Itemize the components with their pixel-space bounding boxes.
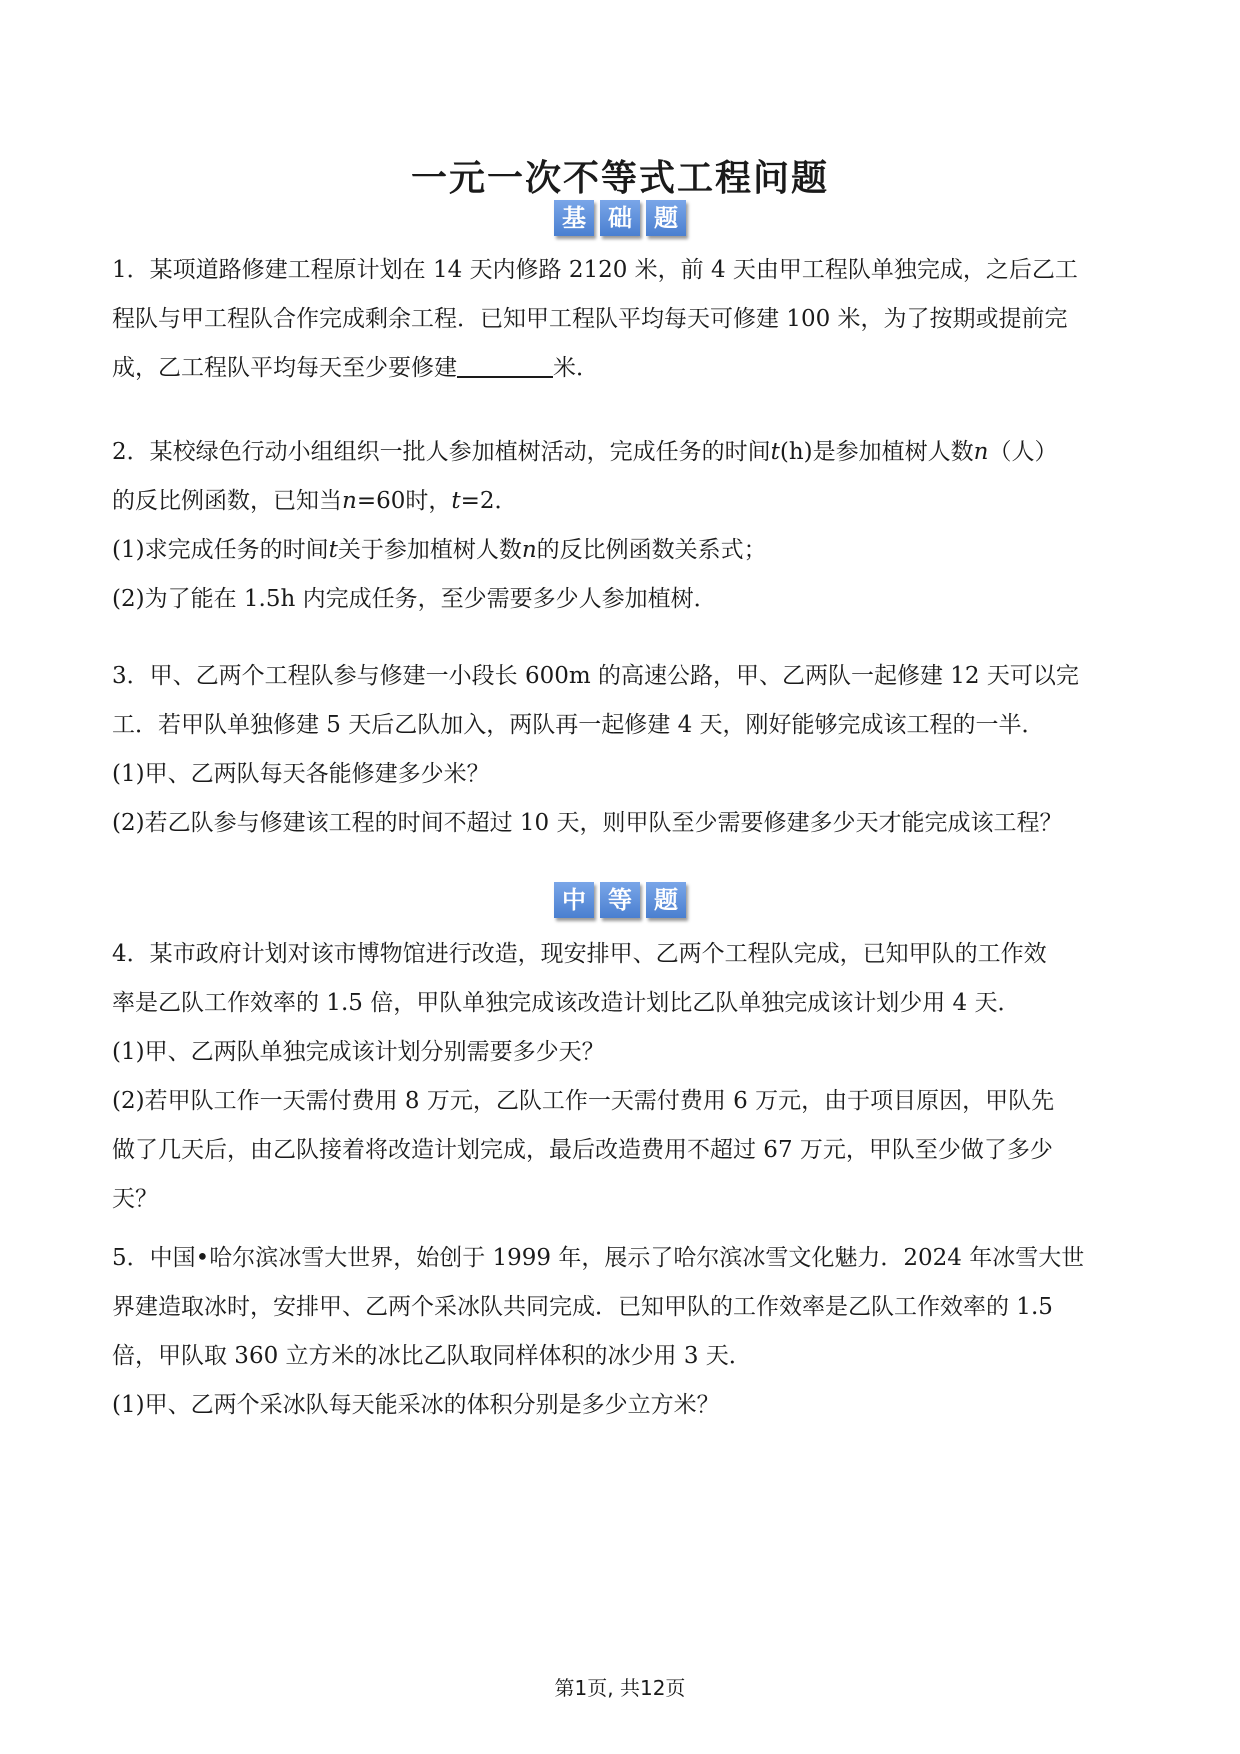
question-line: (2)若甲队工作一天需付费用 8 万元，乙队工作一天需付费用 6 万元，由于项目原因，甲队先 bbox=[112, 1088, 1055, 1114]
page-number: 第1页, 共12页 bbox=[554, 1676, 686, 1700]
question-line: 天？ bbox=[112, 1186, 158, 1212]
question-line: (2)为了能在 1.5h 内完成任务，至少需要多少人参加植树． bbox=[112, 586, 717, 612]
question-line: 5．中国•哈尔滨冰雪大世界，始创于 1999 年，展示了哈尔滨冰雪文化魅力．2024 年冰雪大世 bbox=[112, 1245, 1085, 1271]
badge-char: 础 bbox=[600, 200, 640, 236]
question-line: (2)若乙队参与修建该工程的时间不超过 10 天，则甲队至少需要修建多少天才能完成该工程？ bbox=[112, 810, 1063, 836]
question-line: 倍，甲队取 360 立方米的冰比乙队取同样体积的冰少用 3 天． bbox=[112, 1343, 752, 1369]
question-line bbox=[112, 526, 1132, 575]
question-line bbox=[112, 477, 1132, 526]
math-var: t bbox=[451, 488, 461, 514]
text-span: 的反比例函数关系式； bbox=[536, 537, 767, 563]
badge-char: 题 bbox=[646, 200, 686, 236]
math-expr: =2 bbox=[460, 488, 495, 514]
question-line: 程队与甲工程队合作完成剩余工程．已知甲工程队平均每天可修建 100 米，为了按期或提前完 bbox=[112, 306, 1068, 332]
badge-char: 等 bbox=[600, 882, 640, 918]
question-line bbox=[112, 344, 1132, 393]
math-var: t bbox=[770, 439, 780, 465]
text-span: (h) bbox=[779, 439, 813, 465]
text-span: 是参加植树人数 bbox=[812, 439, 974, 465]
math-var: n bbox=[973, 439, 989, 465]
question-line: (1)甲、乙两队单独完成该计划分别需要多少天？ bbox=[112, 1039, 605, 1065]
question-line: 3．甲、乙两个工程队参与修建一小段长 600m 的高速公路，甲、乙两队一起修建 12 天可以完 bbox=[112, 663, 1079, 689]
question-line: (1)甲、乙两队每天各能修建多少米？ bbox=[112, 761, 490, 787]
badge-char: 中 bbox=[554, 882, 594, 918]
question-5 bbox=[112, 1234, 1132, 1430]
question-line: (1)甲、乙两个采冰队每天能采冰的体积分别是多少立方米？ bbox=[112, 1392, 720, 1418]
math-var: n bbox=[521, 537, 537, 563]
badge-char: 基 bbox=[554, 200, 594, 236]
question-2 bbox=[112, 428, 1132, 624]
text-span: ． bbox=[494, 488, 518, 514]
question-line: 4．某市政府计划对该市博物馆进行改造，现安排甲、乙两个工程队完成，已知甲队的工作效 bbox=[112, 941, 1047, 967]
question-line: 工．若甲队单独修建 5 天后乙队加入，两队再一起修建 4 天，刚好能够完成该工程的一半． bbox=[112, 712, 1045, 738]
text-span: (1)求完成任务的时间 bbox=[112, 537, 329, 563]
question-line: 做了几天后，由乙队接着将改造计划完成，最后改造费用不超过 67 万元，甲队至少做了多少 bbox=[112, 1137, 1053, 1163]
question-1 bbox=[112, 246, 1132, 393]
math-var: n bbox=[342, 488, 357, 514]
math-expr: =60 bbox=[356, 488, 406, 514]
badge-char: 题 bbox=[646, 882, 686, 918]
text-span: 米． bbox=[553, 355, 599, 381]
text-span: 关于参加植树人数 bbox=[337, 537, 522, 563]
question-3 bbox=[112, 652, 1132, 848]
section-badge-basic bbox=[0, 200, 1240, 236]
text-span: 成，乙工程队平均每天至少要修建 bbox=[112, 355, 457, 381]
text-span: （人） bbox=[988, 439, 1058, 465]
question-line: 率是乙队工作效率的 1.5 倍，甲队单独完成该改造计划比乙队单独完成该计划少用 4 天． bbox=[112, 990, 1021, 1016]
math-var: t bbox=[328, 537, 338, 563]
question-4 bbox=[112, 930, 1132, 1224]
text-span: 时， bbox=[405, 488, 452, 514]
section-badge-medium bbox=[0, 882, 1240, 918]
text-span: 的反比例函数，已知当 bbox=[112, 488, 342, 514]
answer-blank[interactable] bbox=[457, 352, 553, 378]
question-line bbox=[112, 428, 1132, 477]
question-line: 1．某项道路修建工程原计划在 14 天内修路 2120 米，前 4 天由甲工程队单独完成，之后乙工 bbox=[112, 257, 1078, 283]
question-line: 界建造取冰时，安排甲、乙两个采冰队共同完成．已知甲队的工作效率是乙队工作效率的 1.5 bbox=[112, 1294, 1053, 1320]
page-title: 一元一次不等式工程问题 bbox=[410, 157, 829, 199]
text-span: 2．某校绿色行动小组组织一批人参加植树活动，完成任务的时间 bbox=[112, 439, 771, 465]
